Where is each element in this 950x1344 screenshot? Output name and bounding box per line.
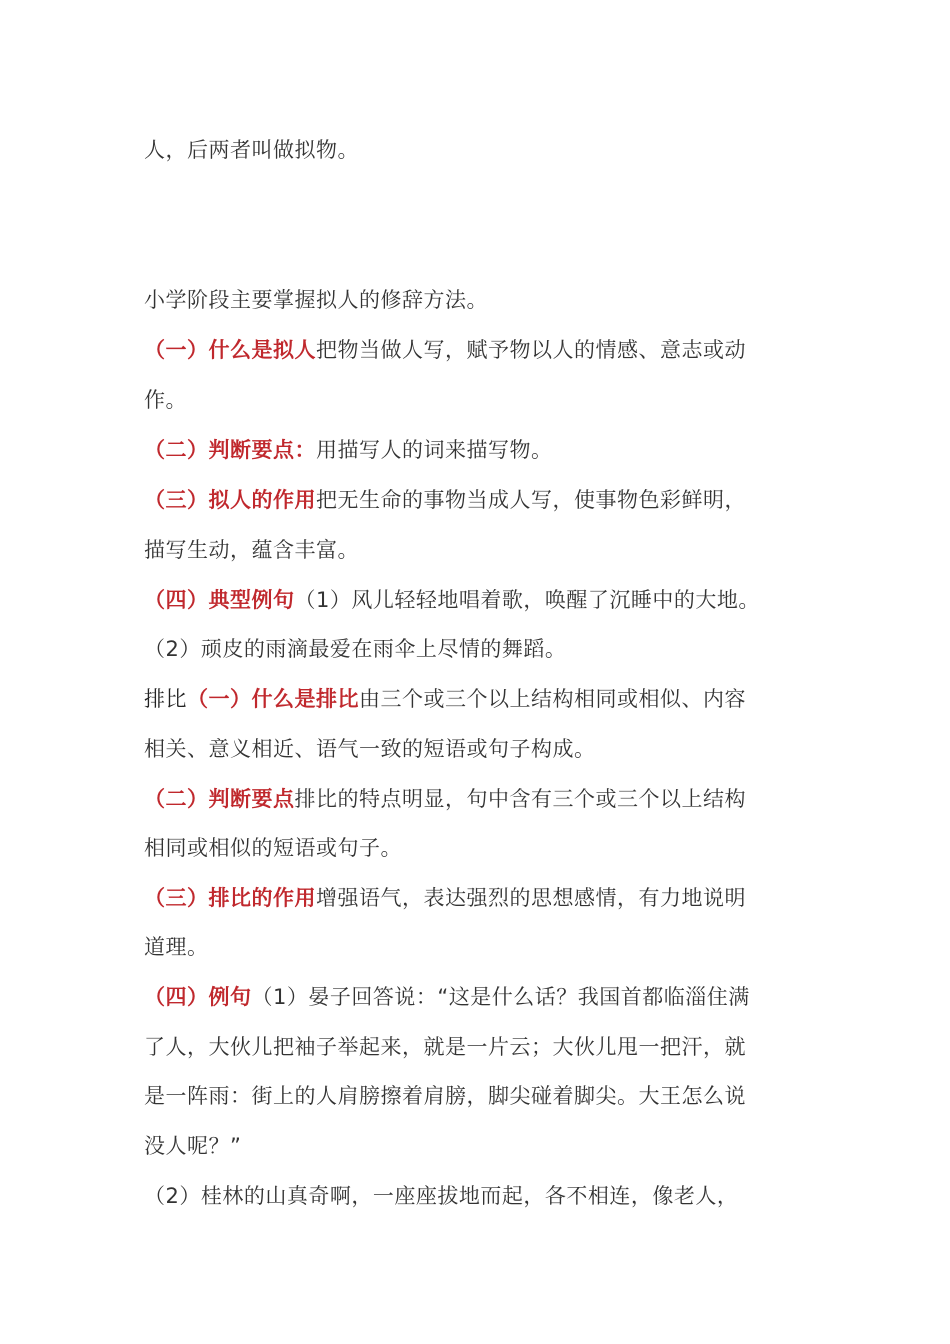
- section-heading: （四）典型例句: [144, 588, 295, 612]
- text: 道理。: [144, 935, 209, 959]
- section-heading: （一）什么是拟人: [144, 338, 316, 362]
- personification-examples: [144, 585, 864, 615]
- personification-key-point: [144, 435, 864, 465]
- text: （2）顽皮的雨滴最爱在雨伞上尽情的舞蹈。: [144, 637, 567, 661]
- section-heading: （一）什么是排比: [187, 687, 359, 711]
- text: 作。: [144, 388, 187, 412]
- text: （1）晏子回答说：“这是什么话？我国首都临淄住满: [251, 985, 750, 1009]
- text: （2）桂林的山真奇啊，一座座拔地而起，各不相连，像老人，: [144, 1184, 739, 1208]
- text-line: [144, 932, 864, 962]
- text-line: [144, 1081, 864, 1111]
- text-line: [144, 734, 864, 764]
- text: 没人呢？”: [144, 1134, 242, 1158]
- text: 用描写人的词来描写物。: [316, 438, 553, 462]
- text: 了人，大伙儿把袖子举起来，就是一片云；大伙儿甩一把汗，就: [144, 1035, 746, 1059]
- section-heading: （二）判断要点: [144, 787, 295, 811]
- text: 把无生命的事物当成人写，使事物色彩鲜明，: [316, 488, 746, 512]
- text: 由三个或三个以上结构相同或相似、内容: [359, 687, 746, 711]
- text-line: [144, 1181, 864, 1211]
- text: 是一阵雨：街上的人肩膀擦着肩膀，脚尖碰着脚尖。大王怎么说: [144, 1084, 746, 1108]
- personification-effect: [144, 485, 864, 515]
- text-line: [144, 285, 864, 315]
- section-heading: （四）例句: [144, 985, 252, 1009]
- text: 描写生动，蕴含丰富。: [144, 538, 359, 562]
- personification-definition: [144, 335, 864, 365]
- text: 小学阶段主要掌握拟人的修辞方法。: [144, 288, 488, 312]
- section-heading: （二）判断要点：: [144, 438, 316, 462]
- text-line: [144, 535, 864, 565]
- text: 排比的特点明显，句中含有三个或三个以上结构: [294, 787, 746, 811]
- text-line: [144, 1131, 864, 1161]
- text-line: [144, 833, 864, 863]
- parallelism-examples: [144, 982, 864, 1012]
- text: 相同或相似的短语或句子。: [144, 836, 402, 860]
- parallelism-effect: [144, 883, 864, 913]
- text-line: [144, 1032, 864, 1062]
- text: 把物当做人写，赋予物以人的情感、意志或动: [316, 338, 746, 362]
- section-title: 排比: [144, 687, 187, 711]
- text-line: [144, 385, 864, 415]
- section-heading: （三）拟人的作用: [144, 488, 316, 512]
- text: 增强语气，表达强烈的思想感情，有力地说明: [316, 886, 746, 910]
- parallelism-definition: [144, 684, 864, 714]
- text-line: [144, 135, 864, 165]
- section-heading: （三）排比的作用: [144, 886, 316, 910]
- text: 人，后两者叫做拟物。: [144, 138, 359, 162]
- text: 相关、意义相近、语气一致的短语或句子构成。: [144, 737, 596, 761]
- parallelism-key-point: [144, 784, 864, 814]
- text: （1）风儿轻轻地唱着歌，唤醒了沉睡中的大地。: [294, 588, 760, 612]
- text-line: [144, 634, 864, 664]
